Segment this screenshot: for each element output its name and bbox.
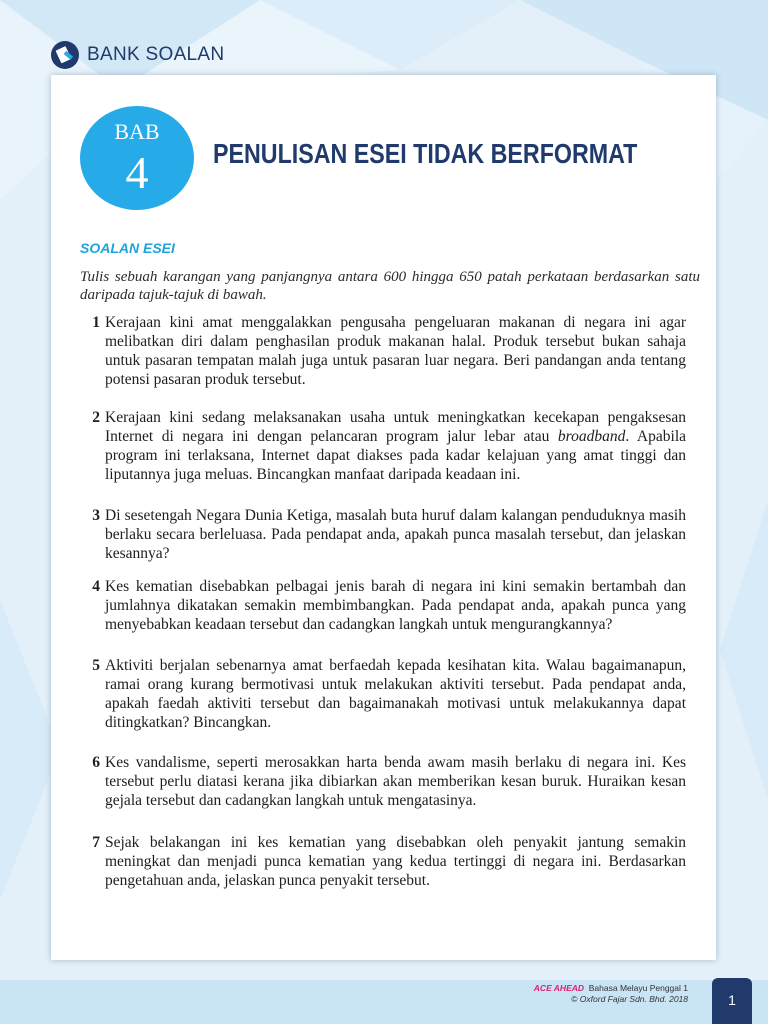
question-text: Aktiviti berjalan sebenarnya amat berfaedah kepada kesihatan kita. Walau bagaimanapun, ramai orang kurang bermotivasi untuk melakukan aktiviti tersebut. Pada pendapat anda, apakah faedah aktiviti tersebut dan bagaimanakah motivasi untuk melakukannya dapat ditingkatkan? Bincangkan. <box>105 657 686 731</box>
chapter-label: BAB <box>114 119 160 144</box>
question-number: 3 <box>92 507 100 524</box>
chapter-number: 4 <box>125 147 149 198</box>
question-number: 7 <box>92 834 100 851</box>
question-item <box>80 833 686 890</box>
question-number: 1 <box>92 314 100 331</box>
question-text: Kerajaan kini amat menggalakkan pengusaha pengeluaran makanan di negara ini agar melibatkan diri dalam penghasilan produk makanan halal. Produk tersebut bukan sahaja untuk pasaran tempatan malah juga untuk pasaran luar negara. Beri pandangan anda tentang potensi pasaran produk tersebut. <box>105 314 686 388</box>
question-text-part: . Apabila program ini terlaksana, Internet dapat diakses pada kadar kelajuan yang amat tinggi dan liputannya juga meluas. Bincangkan manfaat daripada keadaan ini. <box>105 428 687 483</box>
footer-line <box>534 983 688 994</box>
footer-subject: Bahasa Melayu Penggal 1 <box>588 983 688 993</box>
section-heading: SOALAN ESEI <box>80 240 175 256</box>
page-header <box>50 38 224 72</box>
question-text: Kes kematian disebabkan pelbagai jenis barah di negara ini kini semakin bertambah dan jumlahnya dikatakan semakin membimbangkan. Pada pendapat anda, apakah punca yang menyebabkan keadaan tersebut dan cadangkan langkah untuk mengurangkannya? <box>105 578 686 633</box>
bank-soalan-logo-icon <box>50 40 80 70</box>
chapter-badge <box>80 106 194 210</box>
page-number: 1 <box>728 992 736 1008</box>
question-text <box>105 408 686 484</box>
question-number: 2 <box>92 409 100 426</box>
question-item <box>80 753 686 810</box>
page-number-tab <box>712 978 752 1024</box>
brand-title: BANK SOALAN <box>87 44 225 65</box>
question-number: 4 <box>92 578 100 595</box>
question-number: 6 <box>92 754 100 771</box>
question-number: 5 <box>92 657 100 674</box>
question-item <box>80 656 686 732</box>
footer-brand: ACE AHEAD <box>533 983 585 993</box>
chapter-title: PENULISAN ESEI TIDAK BERFORMAT <box>213 138 638 169</box>
instruction-text: Tulis sebuah karangan yang panjangnya antara 600 hingga 650 patah perkataan berdasarkan satu daripada tajuk-tajuk di bawah. <box>80 269 700 303</box>
question-text: Sejak belakangan ini kes kematian yang disebabkan oleh penyakit jantung semakin meningkat dan menjadi punca kematian yang kedua tertinggi di negara ini. Berdasarkan pengetahuan anda, jelaskan punca penyakit tersebut. <box>105 834 686 889</box>
question-text-part: Kerajaan kini sedang melaksanakan usaha untuk meningkatkan kecekapan pengaksesan Internet di negara ini dengan pelancaran program jalur lebar atau <box>105 409 686 445</box>
question-text: Kes vandalisme, seperti merosakkan harta benda awam masih berlaku di negara ini. Kes tersebut perlu diatasi kerana jika dibiarkan akan memberikan kesan buruk. Huraikan kesan gejala tersebut dan cadangkan langkah untuk mengatasinya. <box>105 754 686 809</box>
question-text-italic: broadband <box>557 428 626 445</box>
question-text: Di sesetengah Negara Dunia Ketiga, masalah buta huruf dalam kalangan penduduknya masih berlaku secara berleluasa. Pada pendapat anda, apakah punca masalah tersebut, dan jelaskan kesannya? <box>105 507 686 562</box>
question-item <box>80 577 686 634</box>
footer-copyright: © Oxford Fajar Sdn. Bhd. 2018 <box>571 994 688 1004</box>
question-item <box>80 408 686 484</box>
question-item <box>80 313 686 389</box>
footer-info <box>534 983 688 1005</box>
question-item <box>80 506 686 563</box>
